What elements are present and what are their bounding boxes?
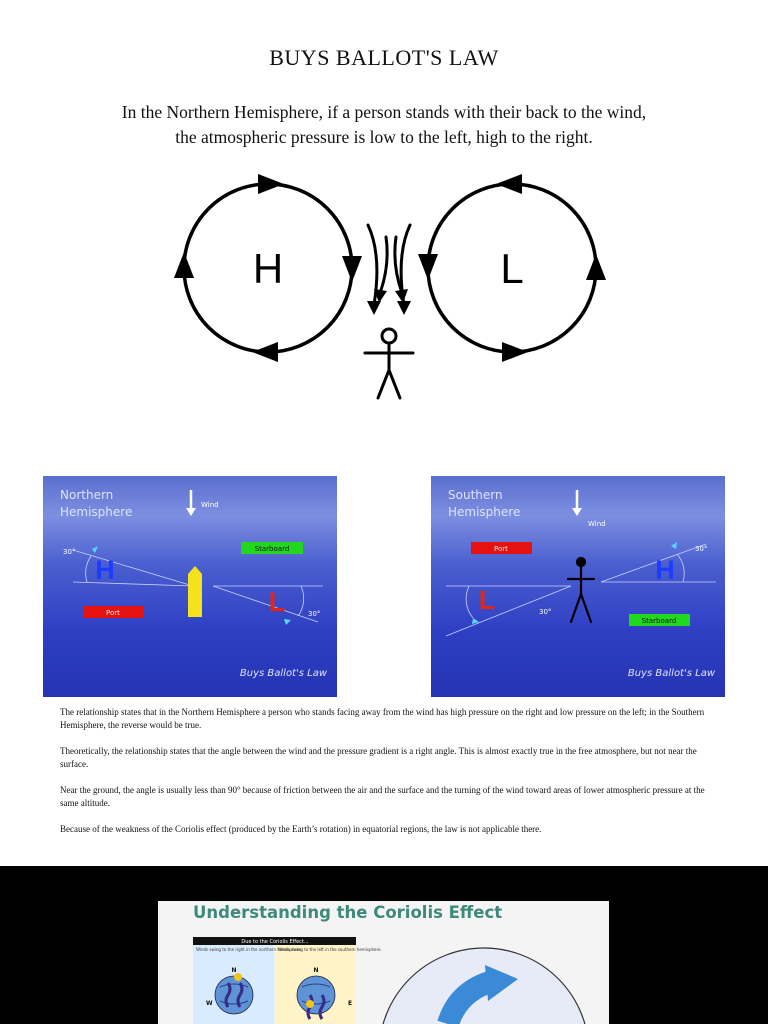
low-label: L <box>500 245 524 292</box>
sh-footer: Buys Ballot's Law <box>627 668 715 679</box>
coriolis-card <box>158 901 609 1024</box>
nh-angle-left: 30° <box>63 548 76 556</box>
nh-footer: Buys Ballot's Law <box>239 668 327 679</box>
nh-high-wedge <box>73 550 193 586</box>
sh-wind-arrow-icon <box>572 490 582 516</box>
nh-angle-right: 30° <box>308 610 321 618</box>
sh-high-arrow-icon <box>671 542 677 549</box>
nh-title-line-2: Hemisphere <box>60 505 133 519</box>
pressure-circulation-diagram <box>160 165 620 405</box>
sh-angle-right: 30° <box>695 545 708 553</box>
intro-line-2: the atmospheric pressure is low to the left, high to the right. <box>175 127 593 147</box>
wind-arrows <box>367 225 411 315</box>
nh-low-label: L <box>268 587 286 617</box>
person-figure-icon <box>365 329 413 398</box>
nh-title-line-1: Northern <box>60 488 114 502</box>
nh-wind-arrow-icon <box>186 490 196 516</box>
right-globe-icon <box>297 976 335 1014</box>
sh-port-label: Port <box>494 545 508 553</box>
paragraph-1: The relationship states that in the Northern Hemisphere a person who stands facing away from the wind has high pressure on the right and low pressure on the left; in the Southern Hemisphere, the reverse would be true. <box>60 707 705 730</box>
southern-hemisphere-panel <box>431 476 725 697</box>
sh-high-label: H <box>655 555 675 585</box>
nh-low-arrow-icon <box>284 619 291 625</box>
nh-starboard-label: Starboard <box>254 545 290 553</box>
left-globe-n-label: N <box>231 967 237 974</box>
boat-icon <box>188 566 202 617</box>
sh-person-figure-icon <box>568 558 594 622</box>
coriolis-illustration <box>158 901 609 1024</box>
right-globe-n-label: N <box>313 967 319 974</box>
paragraph-3: Near the ground, the angle is usually less than 90° because of friction between the air and the surface and the turning of the wind toward areas of lower atmospheric pressure at the same altitude. <box>60 785 705 808</box>
nh-wind-label: Wind <box>201 501 219 509</box>
right-globe-e-label: E <box>348 1000 353 1007</box>
page-title: BUYS BALLOT'S LAW <box>269 45 499 70</box>
northern-hemisphere-panel <box>43 476 337 697</box>
left-globe-w-label: W <box>206 1000 213 1007</box>
nh-high-label: H <box>95 555 115 585</box>
inset-title: Due to the Coriolis Effect... <box>241 939 309 945</box>
intro-text <box>60 100 708 150</box>
sh-wind-label: Wind <box>588 520 606 528</box>
sh-angle-left: 30° <box>539 608 552 616</box>
paragraph-2: Theoretically, the relationship states that the angle between the wind and the pressure gradient is a right angle. This is almost exactly true in the free atmosphere, but not near the surface. <box>60 746 697 769</box>
explanation-paragraphs <box>60 706 710 849</box>
inset-left-text: Winds swing to the right in the northern hemisphere. <box>196 947 303 952</box>
sh-low-wedge <box>446 586 571 636</box>
nh-high-arrow-icon <box>92 546 98 553</box>
sh-title-line-2: Hemisphere <box>448 505 521 519</box>
inset-right-text: Winds swing to the left in the southern hemisphere. <box>278 947 382 952</box>
intro-line-1: In the Northern Hemisphere, if a person stands with their back to the wind, <box>121 102 647 122</box>
high-label: H <box>252 245 284 292</box>
sh-title-line-1: Southern <box>448 488 503 502</box>
coriolis-title: Understanding the Coriolis Effect <box>193 903 503 922</box>
left-globe-icon <box>215 976 253 1014</box>
sh-starboard-label: Starboard <box>641 617 677 625</box>
nh-port-label: Port <box>106 609 120 617</box>
paragraph-4: Because of the weakness of the Coriolis effect (produced by the Earth’s rotation) in equatorial regions, the law is not applicable there. <box>60 824 542 834</box>
sh-low-label: L <box>478 585 496 615</box>
